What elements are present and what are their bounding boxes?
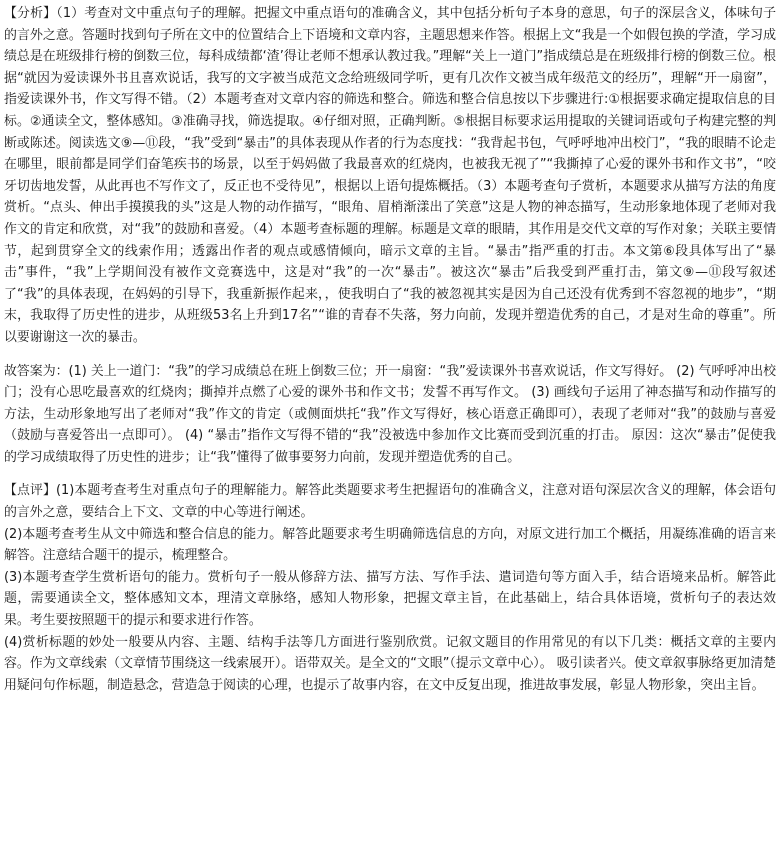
comment-item-1: 【点评】(1)本题考查考生对重点句子的理解能力。解答此类题要求考生把握语句的准确含义，注意对语句深层次含义的理解，体会语句的言外之意，要结合上下文、文章的中心等进行阐述。: [4, 483, 776, 521]
analysis-paragraph: 【分析】（1）考查对文中重点句子的理解。把握文中重点语句的准确含义，其中包括分析句子本身的意思，句子的深层含义，体味句子的言外之意。答题时找到句子所在文中的位置结合上下语境和文章内容，主题思想来作答。根据上文“我是一个如假包换的学渣，学习成绩总是在班级排行榜的倒数三位，每科成绩都‘渣’得让老师不想承认教过我。”理解“关上一道门”指成绩总是在班级排行榜的倒数三位。根据“就因为爱读课外书且喜欢说话，我写的文字被当成范文念给班级同学听，更有几次作文被当成年级范文的经历”，理解“开一扇窗”，指爱读课外书，作文写得不错。（2）本题考查对文章内容的筛选和整合。筛选和整合信息按以下步骤进行:①根据要求确定提取信息的目标。②通读全文，整体感知。③准确寻找，筛选提取。④仔细对照，正确判断。⑤根据目标要求运用提取的关键词语或句子构建完整的判断或陈述。阅读选文⑨—⑪段，“我”受到“暴击”的具体表现从作者的行为态度找：“我背起书包，气呼呼地冲出校门”，“我的眼睛不论走在哪里，眼前都是同学们奋笔疾书的场景，以至于妈妈做了我最喜欢的红烧肉，也被我无视了”“我撕掉了心爱的课外书和作文书”，“咬牙切齿地发誓，从此再也不写作文了，反正也不受待见”，根据以上语句提炼概括。（3）本题考查句子赏析，本题要求从描写方法的角度赏析。“点头、伸出手摸摸我的头”这是人物的动作描写，“眼角、眉梢渐漾出了笑意”这是人物的神态描写，生动形象地体现了老师对我作文的肯定和欣赏，对“我”的鼓励和喜爱。（4）本题考查标题的理解。标题是文章的眼睛，其作用是交代文章的写作对象；关联主要情节，起到贯穿全文的线索作用；透露出作者的观点或感情倾向，暗示文章的主旨。“暴击”指严重的打击。本文第⑥段具体写出了“暴击”事件，“我”上学期间没有被作文竞赛选中，这是对“我”的一次“暴击”。被这次“暴击”后我受到严重打击，第文⑨—⑪段写叙述了“我”的具体表现，在妈妈的引导下，我重新振作起来，，使我明白了“我的被忽视其实是因为自己还没有优秀到不容忽视的地步”，“期末，我取得了历史性的进步，从班级53名上升到17名”“谁的青春不失落，努力向前，发现并塑造优秀的自己，才是对生命的尊重”。所以要谢谢这一次的暴击。: [4, 6, 776, 345]
comment-item-2: (2)本题考查考生从文中筛选和整合信息的能力。解答此题要求考生明确筛选信息的方向，对原文进行加工个概括，用凝练准确的语言来解答。注意结合题干的提示，梳理整合。: [4, 526, 776, 564]
answer-paragraph: 故答案为：(1) 关上一道门：“我”的学习成绩总在班上倒数三位；开一扇窗：“我”爱读课外书喜欢说话，作文写得好。 (2) 气呼呼冲出校门；没有心思吃最喜欢的红烧肉；撕掉并点燃了心爱的课外书和作文书；发誓不再写作文。 (3) 画线句子运用了神态描写和动作描写的方法，生动形象地写出了老师对“我”作文的肯定（或侧面烘托“我”作文写得好，核心语意正确即可），表现了老师对“我”的鼓励与喜爱（鼓励与喜爱答出一点即可）。 (4) “暴击”指作文写得不错的“我”没被选中参加作文比赛而受到沉重的打击。 原因：这次“暴击”促使我的学习成绩取得了历史性的进步；让“我”懂得了做事要努力向前，发现并塑造优秀的自己。: [4, 363, 776, 465]
comment-item-3: (3)本题考查学生赏析语句的能力。赏析句子一般从修辞方法、描写方法、写作手法、遣词造句等方面入手，结合语境来品析。解答此题，需要通读全文，整体感知文本，理清文章脉络，感知人物形象，把握文章主旨，在此基础上，结合具体语境，赏析句子的表达效果。考生要按照题干的提示和要求进行作答。: [4, 569, 776, 629]
comment-item-4: (4)赏析标题的妙处一般要从内容、主题、结构手法等几方面进行鉴别欣赏。记叙文题目的作用常见的有以下几类：概括文章的主要内容。作为文章线索（文章情节围绕这一线索展开）。语带双关。是全文的“文眼”（提示文章中心）。 吸引读者兴。使文章叙事脉络更加清楚用疑问句作标题，制造悬念，营造急于阅读的心理，也提示了故事内容，在文中反复出现，推进故事发展，彰显人物形象，突出主旨。: [4, 634, 776, 693]
comment-section: [4, 480, 776, 696]
spacer: [4, 468, 776, 480]
spacer: [4, 349, 776, 361]
